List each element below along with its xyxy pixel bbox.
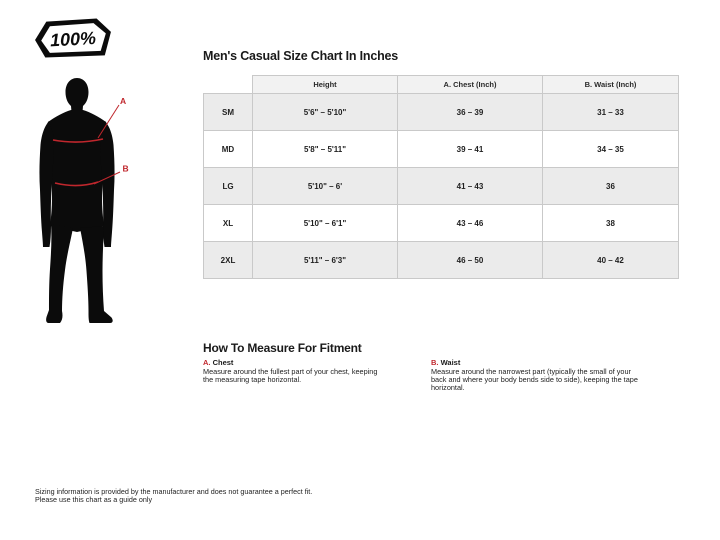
measure-item-waist: [431, 359, 643, 392]
header-row: [204, 76, 679, 94]
measure-item-chest-description: Measure around the fullest part of your chest, keeping the measuring tape horizontal.: [203, 366, 378, 384]
size-label: XL: [204, 205, 253, 242]
height-value: 5'10" – 6'1": [253, 205, 398, 242]
size-chart-table: [203, 75, 679, 279]
height-value: 5'10" – 6': [253, 168, 398, 205]
waist-value: 38: [543, 205, 679, 242]
table-row-2xl: [204, 242, 679, 279]
measure-item-chest-name: Chest: [212, 358, 234, 367]
measure-item-chest: [203, 359, 389, 384]
male-silhouette-figure: [28, 76, 164, 330]
table-row-md: [204, 131, 679, 168]
size-label: MD: [204, 131, 253, 168]
measure-item-waist-description: Measure around the narrowest part (typically the small of your back and where your body bends side to side), keeping the tape horizontal.: [431, 366, 638, 392]
height-value: 5'6" – 5'10": [253, 94, 398, 131]
size-label: 2XL: [204, 242, 253, 279]
chest-value: 46 – 50: [398, 242, 543, 279]
disclaimer-line-1: Sizing information is provided by the manufacturer and does not guarantee a perfect fit.: [35, 487, 313, 496]
waist-value: 36: [543, 168, 679, 205]
table-row-sm: [204, 94, 679, 131]
waist-annotation-label: B: [122, 163, 129, 174]
disclaimer: [35, 488, 312, 504]
measure-item-waist-name: Waist: [440, 358, 461, 367]
chest-annotation-label: A: [120, 96, 127, 106]
size-label: SM: [204, 94, 253, 131]
table-row-xl: [204, 205, 679, 242]
size-label: LG: [204, 168, 253, 205]
waist-value: 31 – 33: [543, 94, 679, 131]
logo-text: 100%: [49, 27, 97, 51]
column-header-height: Height: [253, 76, 398, 94]
measure-item-chest-title: [203, 359, 389, 367]
chest-value: 39 – 41: [398, 131, 543, 168]
disclaimer-line-2: Please use this chart as a guide only: [35, 495, 153, 505]
corner-cell: [204, 76, 253, 94]
measure-item-waist-prefix: B.: [431, 358, 439, 367]
brand-logo: [33, 17, 113, 59]
measure-item-chest-prefix: A.: [203, 358, 211, 367]
measure-section-heading: How To Measure For Fitment: [203, 341, 362, 355]
height-value: 5'11" – 6'3": [253, 242, 398, 279]
table-row-lg: [204, 168, 679, 205]
measure-item-waist-title: [431, 359, 643, 367]
chest-value: 36 – 39: [398, 94, 543, 131]
column-header-chest: A. Chest (Inch): [398, 76, 543, 94]
column-header-waist: B. Waist (Inch): [543, 76, 679, 94]
silhouette-body: [39, 78, 114, 323]
chest-value: 43 – 46: [398, 205, 543, 242]
chest-value: 41 – 43: [398, 168, 543, 205]
height-value: 5'8" – 5'11": [253, 131, 398, 168]
waist-value: 40 – 42: [543, 242, 679, 279]
page-title: Men's Casual Size Chart In Inches: [203, 49, 399, 63]
waist-value: 34 – 35: [543, 131, 679, 168]
